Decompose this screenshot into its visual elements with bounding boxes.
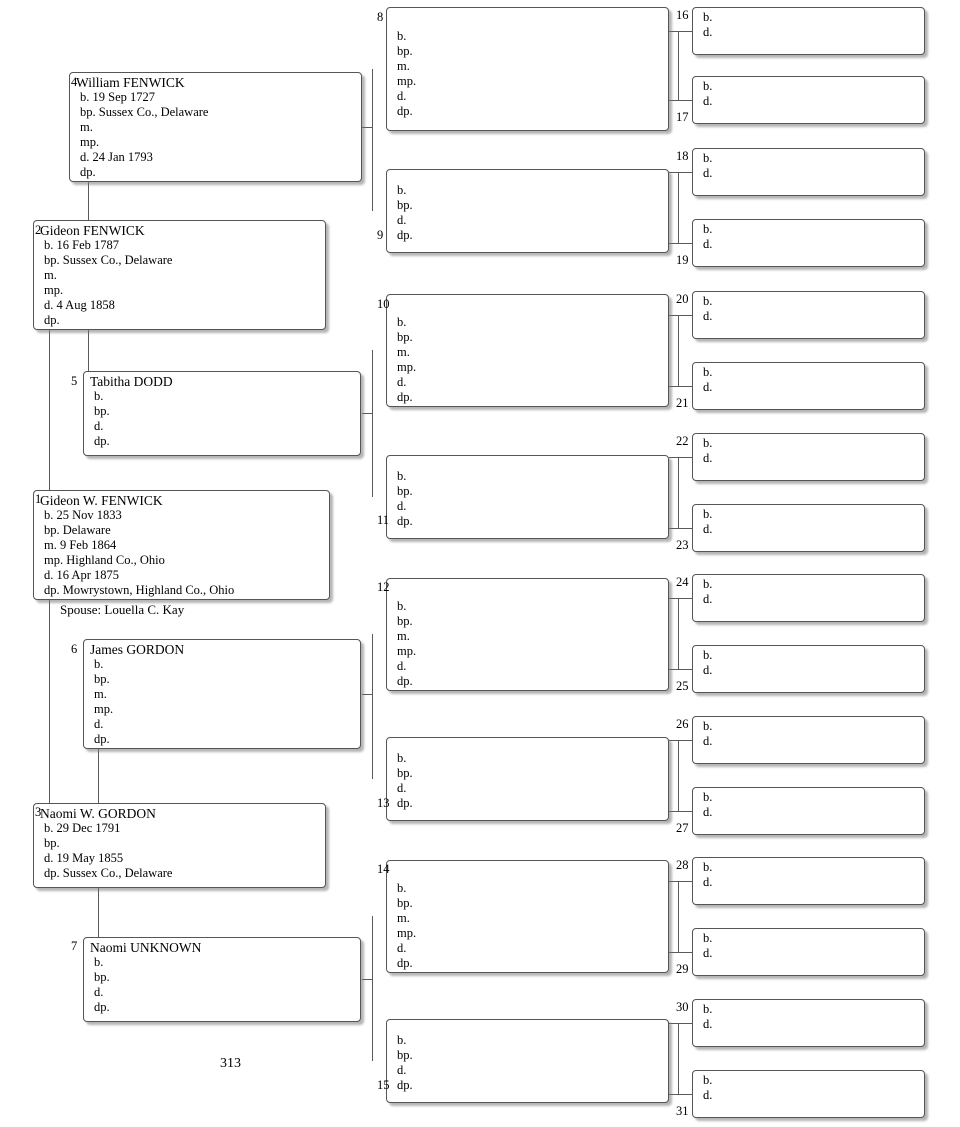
connector-line [362,127,372,128]
ancestor-number-16: 16 [676,8,689,22]
ancestor-field: mp. [397,360,417,374]
ancestor-field: bp. Sussex Co., Delaware [80,105,209,119]
ancestor-field: bp. [397,614,413,628]
connector-line [669,1094,692,1095]
ancestor-number-28: 28 [676,858,689,872]
ancestor-field: dp. [397,514,413,528]
ancestor-name: Naomi W. GORDON [40,806,156,821]
ancestor-fields [90,955,356,1015]
ancestor-number-15: 15 [377,1078,390,1092]
connector-line [362,694,372,695]
ancestor-field: d. [397,781,407,795]
ancestor-field: mp. [44,283,64,297]
ancestor-number-17: 17 [676,110,689,124]
ancestor-box-7[interactable] [83,937,361,1022]
ancestor-number-25: 25 [676,679,689,693]
ancestor-field: bp. [397,198,413,212]
ancestor-box-29[interactable] [692,928,925,976]
ancestor-field: d. [703,592,713,606]
ancestor-field: mp. [397,644,417,658]
ancestor-field: mp. Highland Co., Ohio [44,553,165,567]
ancestor-fields [699,365,920,395]
ancestor-field: b. [703,365,713,379]
connector-line [678,31,679,100]
ancestor-field: b. [397,881,407,895]
ancestor-box-30[interactable] [692,999,925,1047]
ancestor-field: b. [703,222,713,236]
ancestor-box-1[interactable] [33,490,330,600]
ancestor-box-11[interactable] [386,455,669,539]
ancestor-field: dp. [397,956,413,970]
connector-line [669,598,692,599]
ancestor-field: m. [397,59,410,73]
ancestor-field: bp. [44,836,60,850]
ancestor-field: bp. [94,404,110,418]
ancestor-field: dp. [397,390,413,404]
connector-line [678,1023,679,1094]
ancestor-field: d. [397,213,407,227]
ancestor-box-5[interactable] [83,371,361,456]
ancestor-field: dp. [94,434,110,448]
ancestor-fields [699,1073,920,1103]
connector-line [362,979,372,980]
connector-line [669,457,692,458]
ancestor-field: d. 4 Aug 1858 [44,298,115,312]
ancestor-fields [393,29,664,119]
ancestor-box-16[interactable] [692,7,925,55]
ancestor-number-19: 19 [676,253,689,267]
ancestor-box-24[interactable] [692,574,925,622]
ancestor-fields [699,719,920,749]
connector-line [678,457,679,528]
ancestor-field: mp. [397,74,417,88]
ancestor-box-25[interactable] [692,645,925,693]
ancestor-field: d. [703,946,713,960]
ancestor-number-6: 6 [71,642,78,656]
connector-line [669,811,692,812]
ancestor-number-24: 24 [676,575,689,589]
ancestor-field: d. [397,1063,407,1077]
connector-line [669,31,692,32]
ancestor-box-12[interactable] [386,578,669,691]
ancestor-field: dp. Mowrystown, Highland Co., Ohio [44,583,235,597]
connector-line [372,979,373,1061]
ancestor-field: b. [94,657,104,671]
ancestor-fields [393,881,664,971]
ancestor-fields [699,577,920,607]
ancestor-fields [699,151,920,181]
ancestor-number-22: 22 [676,434,689,448]
ancestor-number-18: 18 [676,149,689,163]
ancestor-number-13: 13 [377,796,390,810]
ancestor-field: d. [397,89,407,103]
ancestor-field: d. 24 Jan 1793 [80,150,153,164]
connector-line [669,952,692,953]
ancestor-field: m. [397,911,410,925]
ancestor-box-4[interactable] [69,72,362,182]
ancestor-fields [393,315,664,405]
ancestor-field: b. [397,599,407,613]
ancestor-field: d. [94,419,104,433]
ancestor-box-26[interactable] [692,716,925,764]
ancestor-box-6[interactable] [83,639,361,749]
ancestor-field: d. [703,1017,713,1031]
ancestor-box-14[interactable] [386,860,669,973]
connector-line [678,598,679,669]
ancestor-field: d. [703,805,713,819]
ancestor-field: m. [397,629,410,643]
ancestor-name: Gideon W. FENWICK [40,493,163,508]
ancestor-field: b. [397,183,407,197]
ancestor-field: d. [703,875,713,889]
ancestor-field: d. 16 Apr 1875 [44,568,119,582]
ancestor-fields [699,436,920,466]
ancestor-box-10[interactable] [386,294,669,407]
ancestor-field: bp. [397,484,413,498]
ancestor-box-9[interactable] [386,169,669,253]
ancestor-field: d. [703,522,713,536]
ancestor-box-19[interactable] [692,219,925,267]
connector-line [372,127,373,211]
ancestor-number-9: 9 [377,228,384,242]
connector-line [669,386,692,387]
ancestor-field: d. [94,717,104,731]
connector-line [362,413,372,414]
ancestor-field: dp. [397,104,413,118]
ancestor-fields [699,294,920,324]
ancestor-field: d. [703,451,713,465]
ancestor-fields [699,860,920,890]
ancestor-field: b. [703,1073,713,1087]
connector-line [678,881,679,952]
ancestor-field: d. [703,94,713,108]
ancestor-number-3: 3 [35,805,42,819]
ancestor-field: b. [703,931,713,945]
ancestor-field: b. [703,1002,713,1016]
ancestor-field: b. [703,790,713,804]
ancestor-field: m. [397,345,410,359]
ancestor-number-8: 8 [377,10,384,24]
ancestor-number-20: 20 [676,292,689,306]
ancestor-field: dp. Sussex Co., Delaware [44,866,173,880]
ancestor-fields [699,10,920,40]
ancestor-box-13[interactable] [386,737,669,821]
ancestor-fields [699,1002,920,1032]
ancestor-field: b. [397,469,407,483]
ancestor-field: b. [397,1033,407,1047]
ancestor-box-17[interactable] [692,76,925,124]
ancestor-field: b. 19 Sep 1727 [80,90,155,104]
ancestor-field: b. [397,29,407,43]
connector-line [669,669,692,670]
ancestor-field: mp. [397,926,417,940]
connector-line [669,172,692,173]
ancestor-field: dp. [397,796,413,810]
ancestor-field: b. [94,955,104,969]
connector-line [372,69,373,127]
ancestor-field: mp. [94,702,114,716]
ancestor-field: b. [703,294,713,308]
ancestor-field: b. [703,860,713,874]
ancestor-box-18[interactable] [692,148,925,196]
connector-line [372,916,373,979]
ancestor-number-14: 14 [377,862,390,876]
ancestor-field: b. [703,436,713,450]
ancestor-fields [40,238,321,328]
ancestor-field: bp. [397,1048,413,1062]
ancestor-box-15[interactable] [386,1019,669,1103]
ancestor-field: d. [703,1088,713,1102]
ancestor-field: b. [703,648,713,662]
ancestor-fields [699,79,920,109]
ancestor-field: b. [703,79,713,93]
ancestor-name: Gideon FENWICK [40,223,145,238]
ancestor-number-29: 29 [676,962,689,976]
ancestor-field: d. [397,499,407,513]
connector-line [372,350,373,413]
ancestor-field: d. 19 May 1855 [44,851,124,865]
ancestor-field: bp. [94,970,110,984]
ancestor-fields [699,648,920,678]
ancestor-field: b. [94,389,104,403]
ancestor-field: d. [703,663,713,677]
ancestor-name: James GORDON [90,642,185,657]
connector-line [669,740,692,741]
ancestor-field: bp. [94,672,110,686]
ancestor-field: d. [703,734,713,748]
ancestor-field: b. [397,751,407,765]
ancestor-field: b. [703,577,713,591]
ancestor-field: d. [94,985,104,999]
ancestor-field: m. [94,687,107,701]
ancestor-box-31[interactable] [692,1070,925,1118]
ancestor-field: d. [703,309,713,323]
ancestor-box-23[interactable] [692,504,925,552]
ancestor-field: d. [703,25,713,39]
connector-line [678,172,679,243]
ancestor-box-22[interactable] [692,433,925,481]
ancestor-field: dp. [44,313,60,327]
ancestor-field: d. [397,659,407,673]
ancestor-field: dp. [94,1000,110,1014]
ancestor-name: Naomi UNKNOWN [90,940,202,955]
ancestor-box-20[interactable] [692,291,925,339]
ancestor-field: b. 25 Nov 1833 [44,508,122,522]
ancestor-field: d. [397,941,407,955]
ancestor-fields [393,751,664,811]
ancestor-field: bp. [397,44,413,58]
ancestor-field: dp. [80,165,96,179]
ancestor-fields [699,507,920,537]
ancestor-fields [90,657,356,747]
ancestor-field: b. [703,151,713,165]
ancestor-number-27: 27 [676,821,689,835]
ancestor-number-7: 7 [71,939,78,953]
ancestor-field: b. [703,719,713,733]
ancestor-field: bp. Sussex Co., Delaware [44,253,173,267]
ancestor-field: d. [703,166,713,180]
ancestor-field: dp. [94,732,110,746]
ancestor-field: dp. [397,1078,413,1092]
ancestor-number-21: 21 [676,396,689,410]
connector-line [678,740,679,811]
ancestor-field: d. [397,375,407,389]
connector-line [678,315,679,386]
ancestor-field: mp. [80,135,100,149]
ancestor-field: d. [703,237,713,251]
ancestor-field: bp. Delaware [44,523,111,537]
ancestor-box-21[interactable] [692,362,925,410]
ancestor-number-31: 31 [676,1104,689,1118]
ancestor-field: b. [703,507,713,521]
ancestor-fields [40,821,321,881]
connector-line [669,1023,692,1024]
ancestor-fields [90,389,356,449]
ancestor-fields [393,1033,664,1093]
ancestor-number-1: 1 [35,492,42,506]
ancestor-fields [393,183,664,243]
ancestor-field: bp. [397,766,413,780]
connector-line [669,881,692,882]
ancestor-fields [699,931,920,961]
connector-line [669,243,692,244]
ancestor-name: William FENWICK [76,75,185,90]
ancestor-fields [699,790,920,820]
ancestor-number-4: 4 [71,75,78,89]
ancestor-field: m. 9 Feb 1864 [44,538,117,552]
ancestor-number-10: 10 [377,297,390,311]
ancestor-box-2[interactable] [33,220,326,330]
ancestor-box-8[interactable] [386,7,669,131]
ancestor-box-27[interactable] [692,787,925,835]
ancestor-box-28[interactable] [692,857,925,905]
ancestor-field: m. [44,268,57,282]
ancestor-field: b. [703,10,713,24]
connector-line [669,315,692,316]
ancestor-fields [699,222,920,252]
ancestor-number-2: 2 [35,223,42,237]
ancestor-name: Tabitha DODD [90,374,173,389]
ancestor-fields [393,599,664,689]
ancestor-number-5: 5 [71,374,78,388]
ancestor-field: b. 16 Feb 1787 [44,238,119,252]
ancestor-box-3[interactable] [33,803,326,888]
spouse-note: Spouse: Louella C. Kay [60,602,185,617]
ancestor-field: bp. [397,896,413,910]
ancestor-field: bp. [397,330,413,344]
ancestor-fields [393,469,664,529]
ancestor-number-12: 12 [377,580,390,594]
ancestor-field: m. [80,120,93,134]
ancestor-fields [40,508,325,598]
ancestor-number-30: 30 [676,1000,689,1014]
page-number: 313 [220,1056,241,1071]
connector-line [372,413,373,497]
connector-line [372,634,373,694]
ancestor-field: b. 29 Dec 1791 [44,821,121,835]
ancestor-field: d. [703,380,713,394]
ancestor-fields [76,90,357,180]
connector-line [669,528,692,529]
ancestor-field: dp. [397,228,413,242]
ancestor-number-23: 23 [676,538,689,552]
ancestor-field: b. [397,315,407,329]
ancestor-field: dp. [397,674,413,688]
ancestor-number-26: 26 [676,717,689,731]
connector-line [372,694,373,779]
ancestor-number-11: 11 [377,513,390,527]
connector-line [669,100,692,101]
